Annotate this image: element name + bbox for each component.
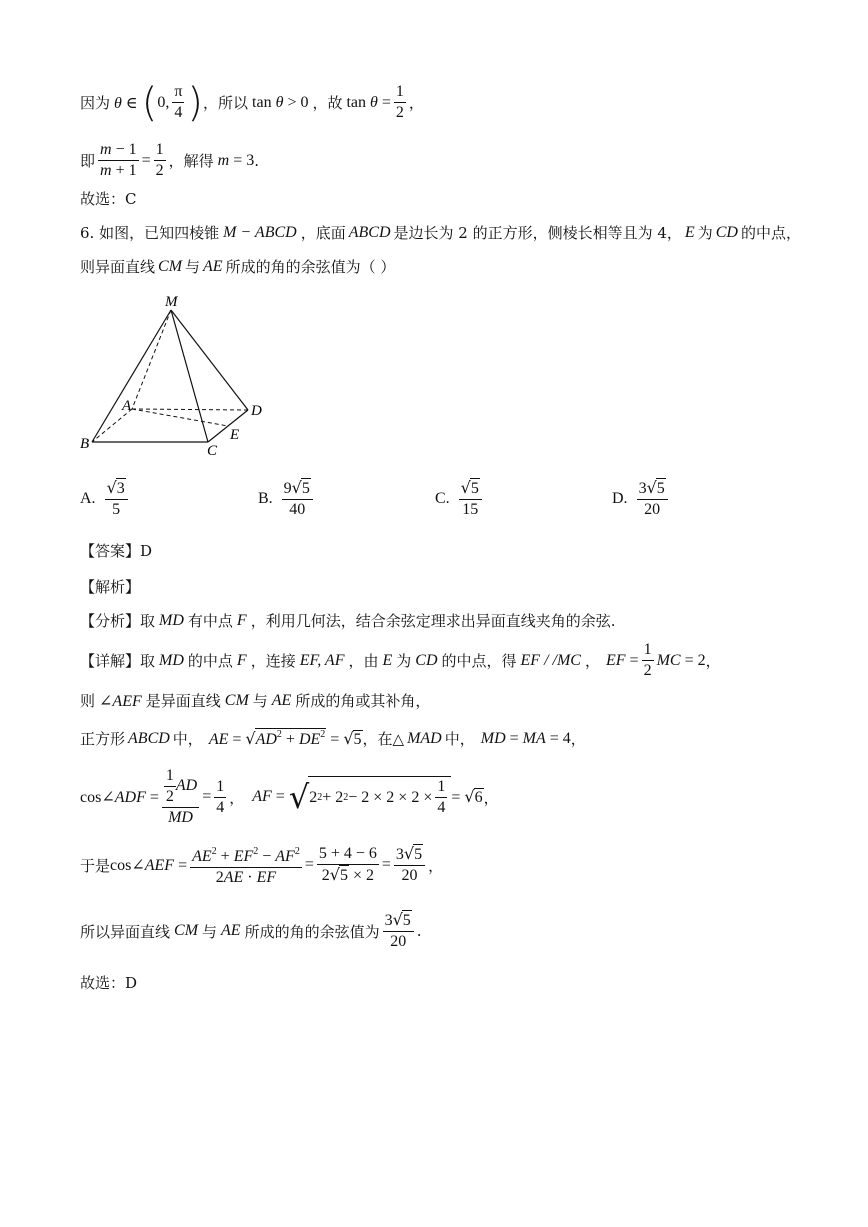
paren-open: ( bbox=[141, 79, 158, 126]
analysis bbox=[80, 610, 615, 631]
math-eq: = bbox=[381, 856, 391, 873]
option-den: 40 bbox=[289, 501, 306, 518]
option-den: 15 bbox=[462, 501, 479, 518]
detail-line1 bbox=[80, 640, 721, 681]
text: ，故 bbox=[312, 94, 343, 112]
edge-MC bbox=[171, 310, 208, 442]
math-eq: = bbox=[304, 856, 314, 873]
text: 与 bbox=[252, 692, 268, 710]
math: AE bbox=[271, 691, 292, 709]
text: 【详解】取 bbox=[80, 652, 156, 670]
text: 与 bbox=[185, 258, 201, 276]
math-MD-MA: MD = MA = 4 bbox=[480, 729, 571, 747]
label-A: A bbox=[122, 398, 132, 414]
math-eq: = bbox=[625, 651, 639, 669]
line-m bbox=[80, 140, 259, 181]
text: ，利用几何法，结合余弦定理求出异面直线夹角的余弦. bbox=[250, 612, 616, 630]
square-line bbox=[80, 728, 586, 749]
pick-d: 故选：D bbox=[80, 974, 138, 992]
line-theta bbox=[80, 79, 424, 126]
text: . bbox=[254, 151, 260, 170]
math: F bbox=[236, 611, 247, 629]
edge-AD bbox=[132, 409, 248, 410]
text: ， bbox=[408, 94, 424, 112]
frac-m: $\frac{m - 1}{m + 1}$ bbox=[100, 141, 137, 179]
math-tan-eq: tan θ = bbox=[342, 93, 391, 111]
text: . bbox=[416, 922, 422, 940]
label-B: B bbox=[80, 436, 90, 452]
math: E bbox=[684, 223, 695, 241]
option-den: 5 bbox=[112, 501, 121, 518]
math-AE: AE = $√AD^2 + DE^2 = √5$ bbox=[208, 729, 362, 748]
text: 所成的角的余弦值为（ ） bbox=[225, 258, 396, 276]
text: ， bbox=[483, 788, 499, 807]
math-theta-in: θ ∈ bbox=[110, 94, 142, 112]
option-d bbox=[612, 478, 671, 520]
answer: 【答案】D bbox=[80, 542, 153, 560]
paren-close: ) bbox=[187, 79, 204, 126]
option-label: C. bbox=[435, 490, 450, 507]
option-frac: $\frac{3√5}{20}$ bbox=[637, 478, 668, 520]
text: 所成的角或其补角， bbox=[295, 692, 431, 710]
frac-1-2b: $\frac{1}{2}$ bbox=[155, 141, 164, 179]
math: EF, AF bbox=[299, 651, 345, 669]
text: 所以异面直线 bbox=[80, 922, 171, 941]
text: ，解得 bbox=[168, 152, 214, 170]
text: 则异面直线 bbox=[80, 258, 156, 276]
text: ，连接 bbox=[250, 652, 296, 670]
angle-line bbox=[80, 690, 430, 711]
math: ∠AEF bbox=[99, 692, 142, 710]
text: 与 bbox=[202, 922, 218, 941]
option-den: 20 bbox=[644, 501, 661, 518]
text: 【分析】取 bbox=[80, 612, 156, 630]
math: EF / /MC bbox=[520, 651, 581, 669]
edge-MD bbox=[171, 310, 248, 410]
text: 的中点，得 bbox=[441, 652, 517, 670]
text: 即 bbox=[80, 152, 96, 170]
text: 所成的角的余弦值为 bbox=[244, 922, 380, 941]
label-E: E bbox=[230, 427, 240, 443]
frac-law-of-cos: $\frac{AE^2 + EF^2 - AF^2}{2AE \cdot EF}$ bbox=[190, 842, 302, 888]
jiexi-heading: 【解析】 bbox=[80, 578, 141, 596]
text: 为 bbox=[697, 224, 713, 242]
q6-line2 bbox=[80, 256, 395, 277]
math: ABCD bbox=[128, 729, 170, 747]
option-label: B. bbox=[258, 490, 273, 507]
math: MD bbox=[159, 651, 184, 669]
option-frac: $\frac{√3}{5}$ bbox=[105, 478, 128, 520]
option-frac: $\frac{9√5}{40}$ bbox=[282, 478, 313, 520]
option-num: 5 bbox=[301, 480, 310, 497]
text: ，在△ bbox=[362, 730, 405, 748]
text: 正方形 bbox=[80, 730, 126, 748]
text: 于是 bbox=[80, 856, 111, 875]
text: 中， bbox=[172, 730, 203, 748]
frac-half: $\frac{1}{2}$ bbox=[643, 641, 652, 679]
edge-MA bbox=[132, 310, 171, 409]
frac-1-2: $\frac{1}{2}$ bbox=[395, 83, 404, 121]
math: F bbox=[236, 651, 247, 669]
option-coef: 3 bbox=[638, 480, 647, 497]
option-b bbox=[258, 478, 316, 520]
math-eq: = bbox=[141, 151, 151, 169]
text: ， bbox=[705, 652, 721, 670]
text: ，所以 bbox=[203, 94, 249, 112]
frac-ADF: $\frac{1}{2}$ AD MD bbox=[162, 766, 199, 828]
option-a bbox=[80, 478, 131, 520]
option-frac: $\frac{√5}{15}$ bbox=[459, 478, 482, 520]
math: AE bbox=[203, 257, 223, 275]
edge-MB bbox=[92, 310, 171, 442]
label-M: M bbox=[165, 294, 178, 310]
option-label: A. bbox=[80, 490, 96, 507]
math-sqrt6: = √6 bbox=[451, 787, 483, 806]
cos-line: cos∠ADF = $\frac{1}{2}$ AD MD = $\frac{1}{4}$ ， AF = √ 2 2 + 2 2 − 2 × 2 × 2 × $\frac{1}{4}$ = √6 ， bbox=[80, 767, 499, 826]
text: ，底面 bbox=[300, 224, 346, 242]
math: CD bbox=[715, 223, 738, 241]
math-AF: AF = bbox=[252, 788, 285, 805]
q6-line1 bbox=[80, 222, 801, 243]
math: CM bbox=[158, 257, 183, 275]
math-zero: 0, bbox=[157, 93, 170, 111]
text: ， bbox=[584, 652, 600, 670]
math-cos-AEF: cos∠AEF = bbox=[110, 857, 188, 874]
math: MAD bbox=[407, 729, 442, 747]
math-EF: EF bbox=[605, 651, 626, 669]
text: ， bbox=[428, 856, 444, 875]
text: ， bbox=[229, 788, 245, 807]
frac-result: $\frac{3√5}{20}$ bbox=[394, 844, 425, 886]
text: 是边长为 2 的正方形，侧棱长相等且为 4， bbox=[393, 224, 682, 242]
pick-c: 故选：C bbox=[80, 190, 137, 208]
text: 因为 bbox=[80, 94, 111, 112]
text: 的中点 bbox=[187, 652, 233, 670]
text: ， bbox=[570, 730, 586, 748]
math: ABCD bbox=[348, 223, 391, 241]
option-num: 5 bbox=[470, 480, 479, 497]
option-num: 3 bbox=[116, 480, 125, 497]
edge-AE bbox=[132, 409, 228, 426]
text: 中， bbox=[444, 730, 475, 748]
frac-numeric: $\frac{5 + 4 - 6}{2√5 \times 2}$ bbox=[318, 845, 377, 884]
option-c bbox=[435, 478, 485, 520]
frac-final: $\frac{3√5}{20}$ bbox=[383, 910, 414, 952]
math: M − ABCD bbox=[223, 223, 297, 241]
math-cos-ADF: cos∠ADF = bbox=[80, 789, 159, 806]
math-AF-radicand: 2 2 + 2 2 − 2 × 2 × 2 × $\frac{1}{4}$ bbox=[308, 776, 451, 818]
math: CM bbox=[224, 691, 249, 709]
option-num: 5 bbox=[656, 480, 665, 497]
edge-CD bbox=[208, 410, 248, 442]
text: 6. 如图，已知四棱锥 bbox=[80, 224, 220, 242]
math-tan-pos: tan θ > 0 bbox=[248, 93, 313, 111]
math: MD bbox=[159, 611, 184, 629]
text: 是异面直线 bbox=[145, 692, 221, 710]
pyramid-figure bbox=[70, 288, 280, 458]
label-C: C bbox=[207, 443, 218, 458]
text: 为 bbox=[396, 652, 412, 670]
option-label: D. bbox=[612, 490, 628, 507]
text: 的中点， bbox=[740, 224, 801, 242]
text: 则 bbox=[80, 692, 96, 710]
frac-1-4: $\frac{1}{4}$ bbox=[216, 777, 225, 816]
math: CM bbox=[174, 922, 199, 939]
math: CD bbox=[415, 651, 438, 669]
text: ，由 bbox=[348, 652, 379, 670]
option-coef: 9 bbox=[283, 480, 292, 497]
cos-AEF-line bbox=[80, 842, 443, 888]
math: AE bbox=[221, 922, 241, 939]
conclusion-line bbox=[80, 910, 422, 952]
frac-pi-4: $\frac{\pi}{4}$ bbox=[174, 83, 183, 121]
math: E bbox=[382, 651, 393, 669]
math-eq: = bbox=[202, 788, 212, 805]
label-D: D bbox=[251, 403, 262, 419]
math-m3: m = 3 bbox=[217, 151, 255, 169]
math-MC2: MC = 2 bbox=[656, 651, 706, 669]
text: 有中点 bbox=[187, 612, 233, 630]
